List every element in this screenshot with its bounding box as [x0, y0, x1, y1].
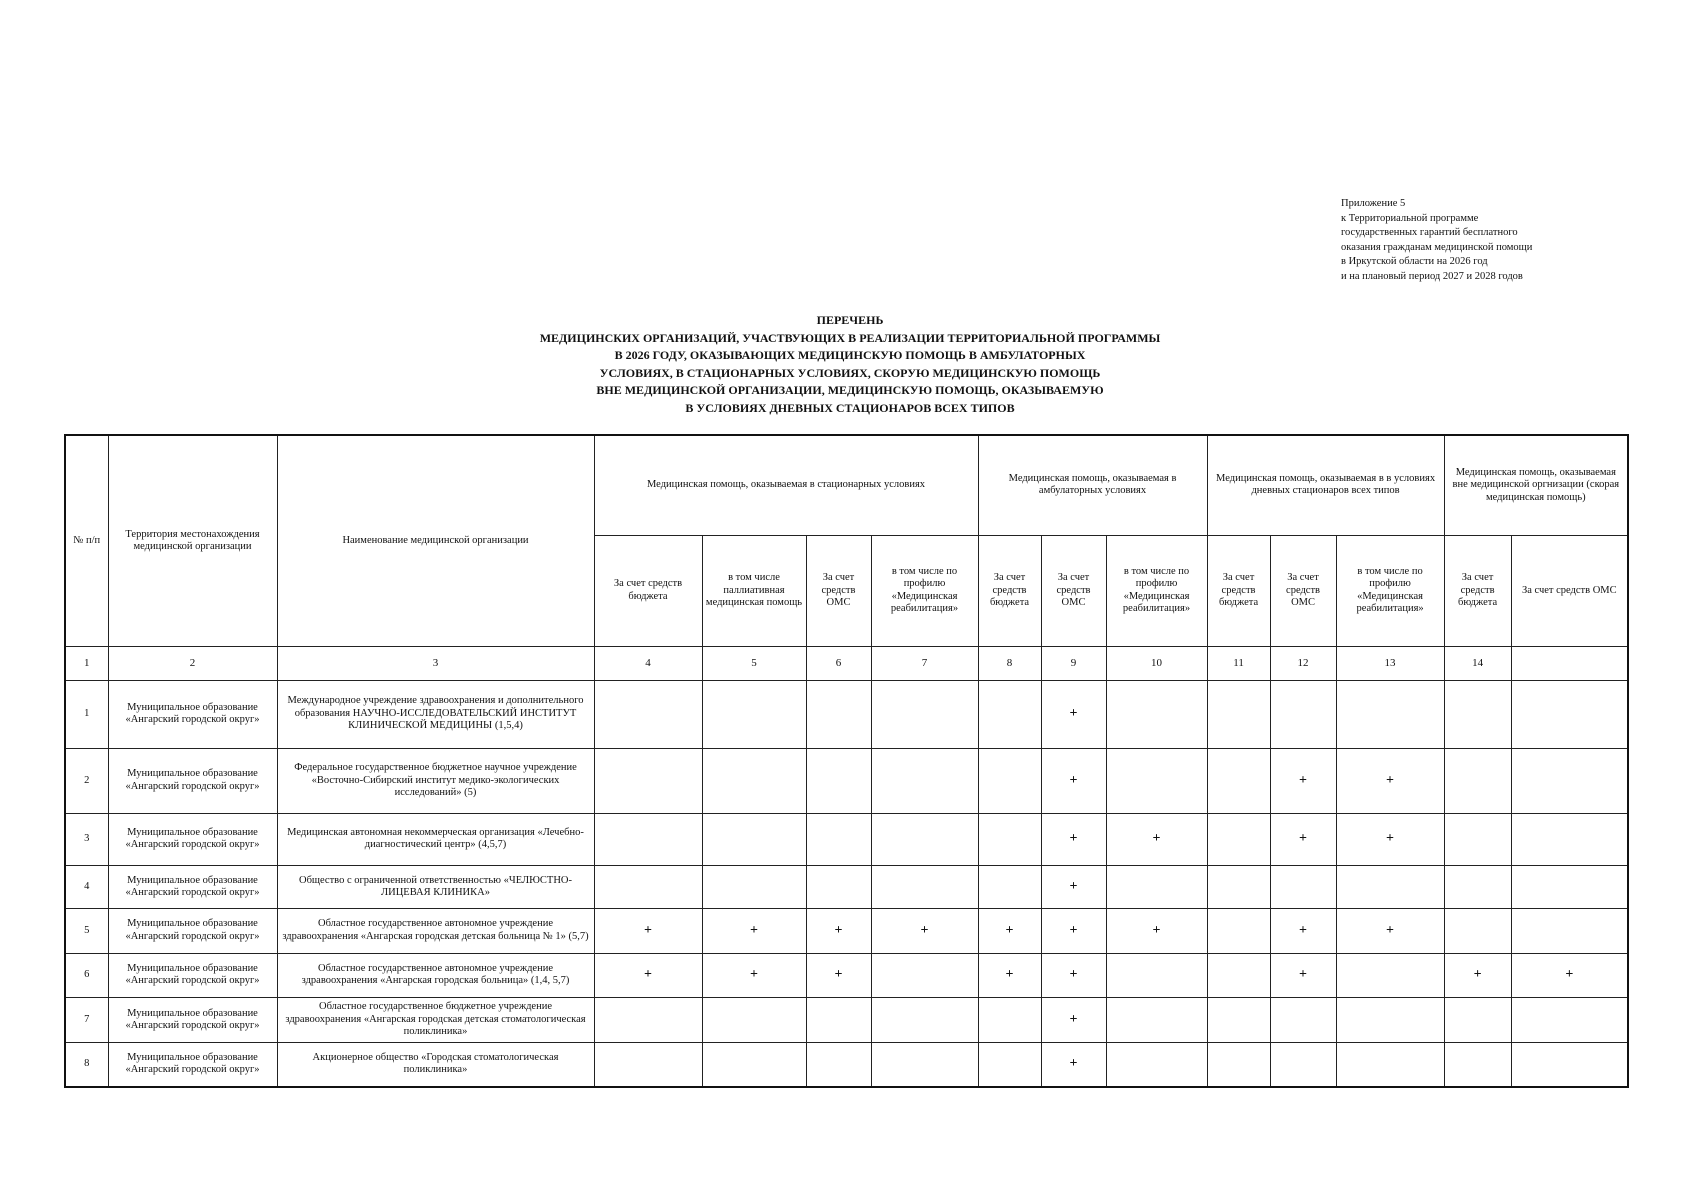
row-territory: Муниципальное образование «Ангарский городской округ» — [108, 909, 277, 953]
mark-cell — [1511, 1042, 1628, 1087]
appendix-line: к Территориальной программе — [1341, 212, 1479, 224]
plus-mark: + — [1005, 967, 1014, 983]
column-number: 10 — [1106, 647, 1207, 681]
title-line: ВНЕ МЕДИЦИНСКОЙ ОРГАНИЗАЦИИ, МЕДИЦИНСКУЮ ПОМОЩЬ, ОКАЗЫВАЕМУЮ — [596, 383, 1104, 397]
column-number: 9 — [1041, 647, 1106, 681]
mark-cell — [1444, 680, 1511, 748]
header-sub-col-8: За счет средств ОМС — [1041, 535, 1106, 646]
mark-cell — [594, 953, 702, 997]
mark-cell — [1511, 680, 1628, 748]
plus-mark: + — [1152, 831, 1161, 847]
header-sub-col-13: За счет средств бюджета — [1444, 535, 1511, 646]
header-sub-col-9: в том числе по профилю «Медицинская реабилитация» — [1106, 535, 1207, 646]
mark-cell — [1511, 814, 1628, 866]
mark-cell — [1041, 865, 1106, 908]
row-territory: Муниципальное образование «Ангарский городской округ» — [108, 998, 277, 1043]
mark-cell — [1336, 814, 1444, 866]
mark-cell — [1444, 814, 1511, 866]
document-title — [300, 312, 1400, 417]
mark-cell — [1207, 909, 1270, 953]
mark-cell — [1041, 680, 1106, 748]
mark-cell — [702, 953, 806, 997]
title-line: УСЛОВИЯХ, В СТАЦИОНАРНЫХ УСЛОВИЯХ, СКОРУЮ МЕДИЦИНСКУЮ ПОМОЩЬ — [599, 365, 1101, 380]
row-territory: Муниципальное образование «Ангарский городской округ» — [108, 865, 277, 908]
mark-cell — [978, 1042, 1041, 1087]
plus-mark: + — [1069, 705, 1078, 721]
header-group-day-hospital: Медицинская помощь, оказываемая в в условиях дневных стационаров всех типов — [1207, 435, 1444, 535]
plus-mark: + — [1299, 967, 1308, 983]
mark-cell — [978, 680, 1041, 748]
plus-mark: + — [1473, 967, 1482, 983]
mark-cell — [978, 865, 1041, 908]
table-row — [65, 1042, 1628, 1087]
mark-cell — [1444, 748, 1511, 814]
mark-cell — [871, 865, 978, 908]
mark-cell — [1336, 1042, 1444, 1087]
mark-cell — [978, 998, 1041, 1043]
plus-mark: + — [834, 922, 843, 938]
column-number: 11 — [1207, 647, 1270, 681]
appendix-line: оказания гражданам медицинской помощи — [1341, 241, 1533, 253]
mark-cell — [978, 814, 1041, 866]
plus-mark: + — [1299, 831, 1308, 847]
mark-cell — [594, 998, 702, 1043]
mark-cell — [594, 680, 702, 748]
mark-cell — [1207, 680, 1270, 748]
mark-cell — [1106, 748, 1207, 814]
organizations-table — [64, 434, 1629, 1088]
column-number: 1 — [65, 647, 108, 681]
mark-cell — [1106, 814, 1207, 866]
mark-cell — [806, 814, 871, 866]
table-row — [65, 909, 1628, 953]
row-territory: Муниципальное образование «Ангарский городской округ» — [108, 1042, 277, 1087]
header-sub-col-5: За счет средств ОМС — [806, 535, 871, 646]
plus-mark: + — [1069, 878, 1078, 894]
plus-mark: + — [834, 967, 843, 983]
mark-cell — [1444, 865, 1511, 908]
column-number: 3 — [277, 647, 594, 681]
row-number: 2 — [65, 748, 108, 814]
mark-cell — [1270, 814, 1336, 866]
row-number: 1 — [65, 680, 108, 748]
appendix-note — [1341, 197, 1641, 284]
row-org-name: Международное учреждение здравоохранения и дополнительного образования НАУЧНО-ИССЛЕДОВАТЕЛЬСКИЙ ИНСТИТУТ КЛИНИЧЕСКОЙ МЕДИЦИНЫ (1,5,4) — [277, 680, 594, 748]
mark-cell — [1041, 953, 1106, 997]
mark-cell — [1270, 953, 1336, 997]
mark-cell — [1207, 865, 1270, 908]
row-territory: Муниципальное образование «Ангарский городской округ» — [108, 814, 277, 866]
plus-mark: + — [644, 967, 652, 983]
mark-cell — [978, 953, 1041, 997]
mark-cell — [1511, 748, 1628, 814]
mark-cell — [1207, 748, 1270, 814]
row-number: 5 — [65, 909, 108, 953]
mark-cell — [1511, 953, 1628, 997]
column-number: 4 — [594, 647, 702, 681]
header-sub-col-10: За счет средств бюджета — [1207, 535, 1270, 646]
column-number: 8 — [978, 647, 1041, 681]
mark-cell — [702, 909, 806, 953]
table-row — [65, 865, 1628, 908]
row-org-name: Областное государственное автономное учреждение здравоохранения «Ангарская городская больница» (1,4, 5,7) — [277, 953, 594, 997]
mark-cell — [1106, 680, 1207, 748]
plus-mark: + — [644, 922, 652, 938]
row-number: 3 — [65, 814, 108, 866]
header-org-name: Наименование медицинской организации — [277, 435, 594, 647]
mark-cell — [806, 909, 871, 953]
header-sub-col-6: в том числе по профилю «Медицинская реабилитация» — [871, 535, 978, 646]
column-number: 7 — [871, 647, 978, 681]
row-org-name: Федеральное государственное бюджетное научное учреждение «Восточно-Сибирский институт медико-экологических исследований» (5) — [277, 748, 594, 814]
row-org-name: Медицинская автономная некоммерческая организация «Лечебно-диагностический центр» (4,5,7) — [277, 814, 594, 866]
header-sub-col-12: в том числе по профилю «Медицинская реабилитация» — [1336, 535, 1444, 646]
mark-cell — [1041, 748, 1106, 814]
mark-cell — [1041, 998, 1106, 1043]
mark-cell — [871, 953, 978, 997]
title-heading: ПЕРЕЧЕНЬ — [816, 313, 884, 327]
header-sub-col-14: За счет средств ОМС — [1511, 535, 1628, 646]
plus-mark: + — [1069, 1056, 1078, 1072]
title-line: МЕДИЦИНСКИХ ОРГАНИЗАЦИЙ, УЧАСТВУЮЩИХ В РЕАЛИЗАЦИИ ТЕРРИТОРИАЛЬНОЙ ПРОГРАММЫ — [539, 330, 1161, 345]
header-sub-col-11: За счет средств ОМС — [1270, 535, 1336, 646]
header-territory: Территория местонахождения медицинской организации — [108, 435, 277, 647]
header-sub-col-4: в том числе паллиативная медицинская помощь — [702, 535, 806, 646]
appendix-line: в Иркутской области на 2026 год — [1341, 256, 1488, 267]
header-row-groups — [65, 435, 1628, 535]
mark-cell — [1336, 865, 1444, 908]
mark-cell — [1270, 909, 1336, 953]
row-territory: Муниципальное образование «Ангарский городской округ» — [108, 748, 277, 814]
column-number: 2 — [108, 647, 277, 681]
mark-cell — [871, 680, 978, 748]
mark-cell — [594, 1042, 702, 1087]
row-org-name: Общество с ограниченной ответственностью «ЧЕЛЮСТНО-ЛИЦЕВАЯ КЛИНИКА» — [277, 865, 594, 908]
row-number: 4 — [65, 865, 108, 908]
mark-cell — [978, 909, 1041, 953]
plus-mark: + — [1386, 922, 1395, 938]
appendix-line: Приложение 5 — [1341, 198, 1406, 209]
mark-cell — [806, 998, 871, 1043]
mark-cell — [594, 814, 702, 866]
mark-cell — [1207, 1042, 1270, 1087]
table-row — [65, 680, 1628, 748]
mark-cell — [871, 748, 978, 814]
mark-cell — [806, 748, 871, 814]
plus-mark: + — [1069, 1011, 1078, 1027]
mark-cell — [871, 909, 978, 953]
mark-cell — [978, 748, 1041, 814]
row-org-name: Областное государственное автономное учреждение здравоохранения «Ангарская городская детская больница № 1» (5,7) — [277, 909, 594, 953]
row-territory: Муниципальное образование «Ангарский городской округ» — [108, 953, 277, 997]
mark-cell — [1207, 953, 1270, 997]
mark-cell — [1106, 865, 1207, 908]
row-org-name: Акционерное общество «Городская стоматологическая поликлиника» — [277, 1042, 594, 1087]
plus-mark: + — [1386, 831, 1395, 847]
mark-cell — [871, 998, 978, 1043]
appendix-line: и на плановый период 2027 и 2028 годов — [1341, 270, 1523, 282]
column-number: 14 — [1444, 647, 1511, 681]
mark-cell — [702, 680, 806, 748]
mark-cell — [871, 814, 978, 866]
header-sub-col-7: За счет средств бюджета — [978, 535, 1041, 646]
mark-cell — [871, 1042, 978, 1087]
mark-cell — [1336, 680, 1444, 748]
plus-mark: + — [750, 967, 758, 983]
mark-cell — [702, 998, 806, 1043]
mark-cell — [1444, 998, 1511, 1043]
column-number: 6 — [806, 647, 871, 681]
mark-cell — [1444, 953, 1511, 997]
row-org-name: Областное государственное бюджетное учреждение здравоохранения «Ангарская городская детская стоматологическая поликлиника» — [277, 998, 594, 1043]
mark-cell — [806, 1042, 871, 1087]
header-group-ambulance: Медицинская помощь, оказываемая вне медицинской оргнизации (скорая медицинская помощь) — [1444, 435, 1628, 535]
plus-mark: + — [1299, 772, 1308, 788]
mark-cell — [1270, 1042, 1336, 1087]
mark-cell — [1041, 814, 1106, 866]
table-row — [65, 953, 1628, 997]
plus-mark: + — [750, 922, 758, 938]
plus-mark: + — [1069, 922, 1078, 938]
mark-cell — [1041, 909, 1106, 953]
plus-mark: + — [920, 922, 929, 938]
table-row — [65, 998, 1628, 1043]
mark-cell — [594, 865, 702, 908]
row-number: 7 — [65, 998, 108, 1043]
mark-cell — [702, 814, 806, 866]
mark-cell — [1106, 998, 1207, 1043]
plus-mark: + — [1152, 922, 1161, 938]
column-number: 5 — [702, 647, 806, 681]
mark-cell — [1511, 909, 1628, 953]
mark-cell — [1041, 1042, 1106, 1087]
plus-mark: + — [1299, 922, 1308, 938]
mark-cell — [1270, 998, 1336, 1043]
mark-cell — [1444, 1042, 1511, 1087]
mark-cell — [1207, 814, 1270, 866]
header-group-inpatient: Медицинская помощь, оказываемая в стационарных условиях — [594, 435, 978, 535]
header-row-numbers — [65, 647, 1628, 681]
row-number: 8 — [65, 1042, 108, 1087]
mark-cell — [1336, 998, 1444, 1043]
mark-cell — [1106, 909, 1207, 953]
title-line: В 2026 ГОДУ, ОКАЗЫВАЮЩИХ МЕДИЦИНСКУЮ ПОМОЩЬ В АМБУЛАТОРНЫХ — [614, 348, 1086, 362]
table-row — [65, 814, 1628, 866]
plus-mark: + — [1565, 967, 1574, 983]
plus-mark: + — [1005, 922, 1014, 938]
mark-cell — [594, 748, 702, 814]
plus-mark: + — [1386, 772, 1395, 788]
mark-cell — [1207, 998, 1270, 1043]
mark-cell — [1336, 748, 1444, 814]
plus-mark: + — [1069, 831, 1078, 847]
mark-cell — [1106, 953, 1207, 997]
mark-cell — [1106, 1042, 1207, 1087]
plus-mark: + — [1069, 772, 1078, 788]
column-number: 12 — [1270, 647, 1336, 681]
row-number: 6 — [65, 953, 108, 997]
header-num: № п/п — [65, 435, 108, 647]
mark-cell — [702, 865, 806, 908]
mark-cell — [1336, 909, 1444, 953]
mark-cell — [806, 865, 871, 908]
mark-cell — [702, 748, 806, 814]
appendix-line: государственных гарантий бесплатного — [1341, 227, 1518, 238]
mark-cell — [1511, 998, 1628, 1043]
mark-cell — [806, 953, 871, 997]
mark-cell — [1444, 909, 1511, 953]
title-line: В УСЛОВИЯХ ДНЕВНЫХ СТАЦИОНАРОВ ВСЕХ ТИПОВ — [685, 400, 1015, 415]
mark-cell — [1511, 865, 1628, 908]
table-row — [65, 748, 1628, 814]
mark-cell — [1336, 953, 1444, 997]
mark-cell — [702, 1042, 806, 1087]
mark-cell — [594, 909, 702, 953]
column-number: 13 — [1336, 647, 1444, 681]
row-territory: Муниципальное образование «Ангарский городской округ» — [108, 680, 277, 748]
mark-cell — [806, 680, 871, 748]
header-sub-col-3: За счет средств бюджета — [594, 535, 702, 646]
mark-cell — [1270, 680, 1336, 748]
header-group-outpatient: Медицинская помощь, оказываемая в амбулаторных условиях — [978, 435, 1207, 535]
mark-cell — [1270, 748, 1336, 814]
plus-mark: + — [1069, 967, 1078, 983]
mark-cell — [1270, 865, 1336, 908]
